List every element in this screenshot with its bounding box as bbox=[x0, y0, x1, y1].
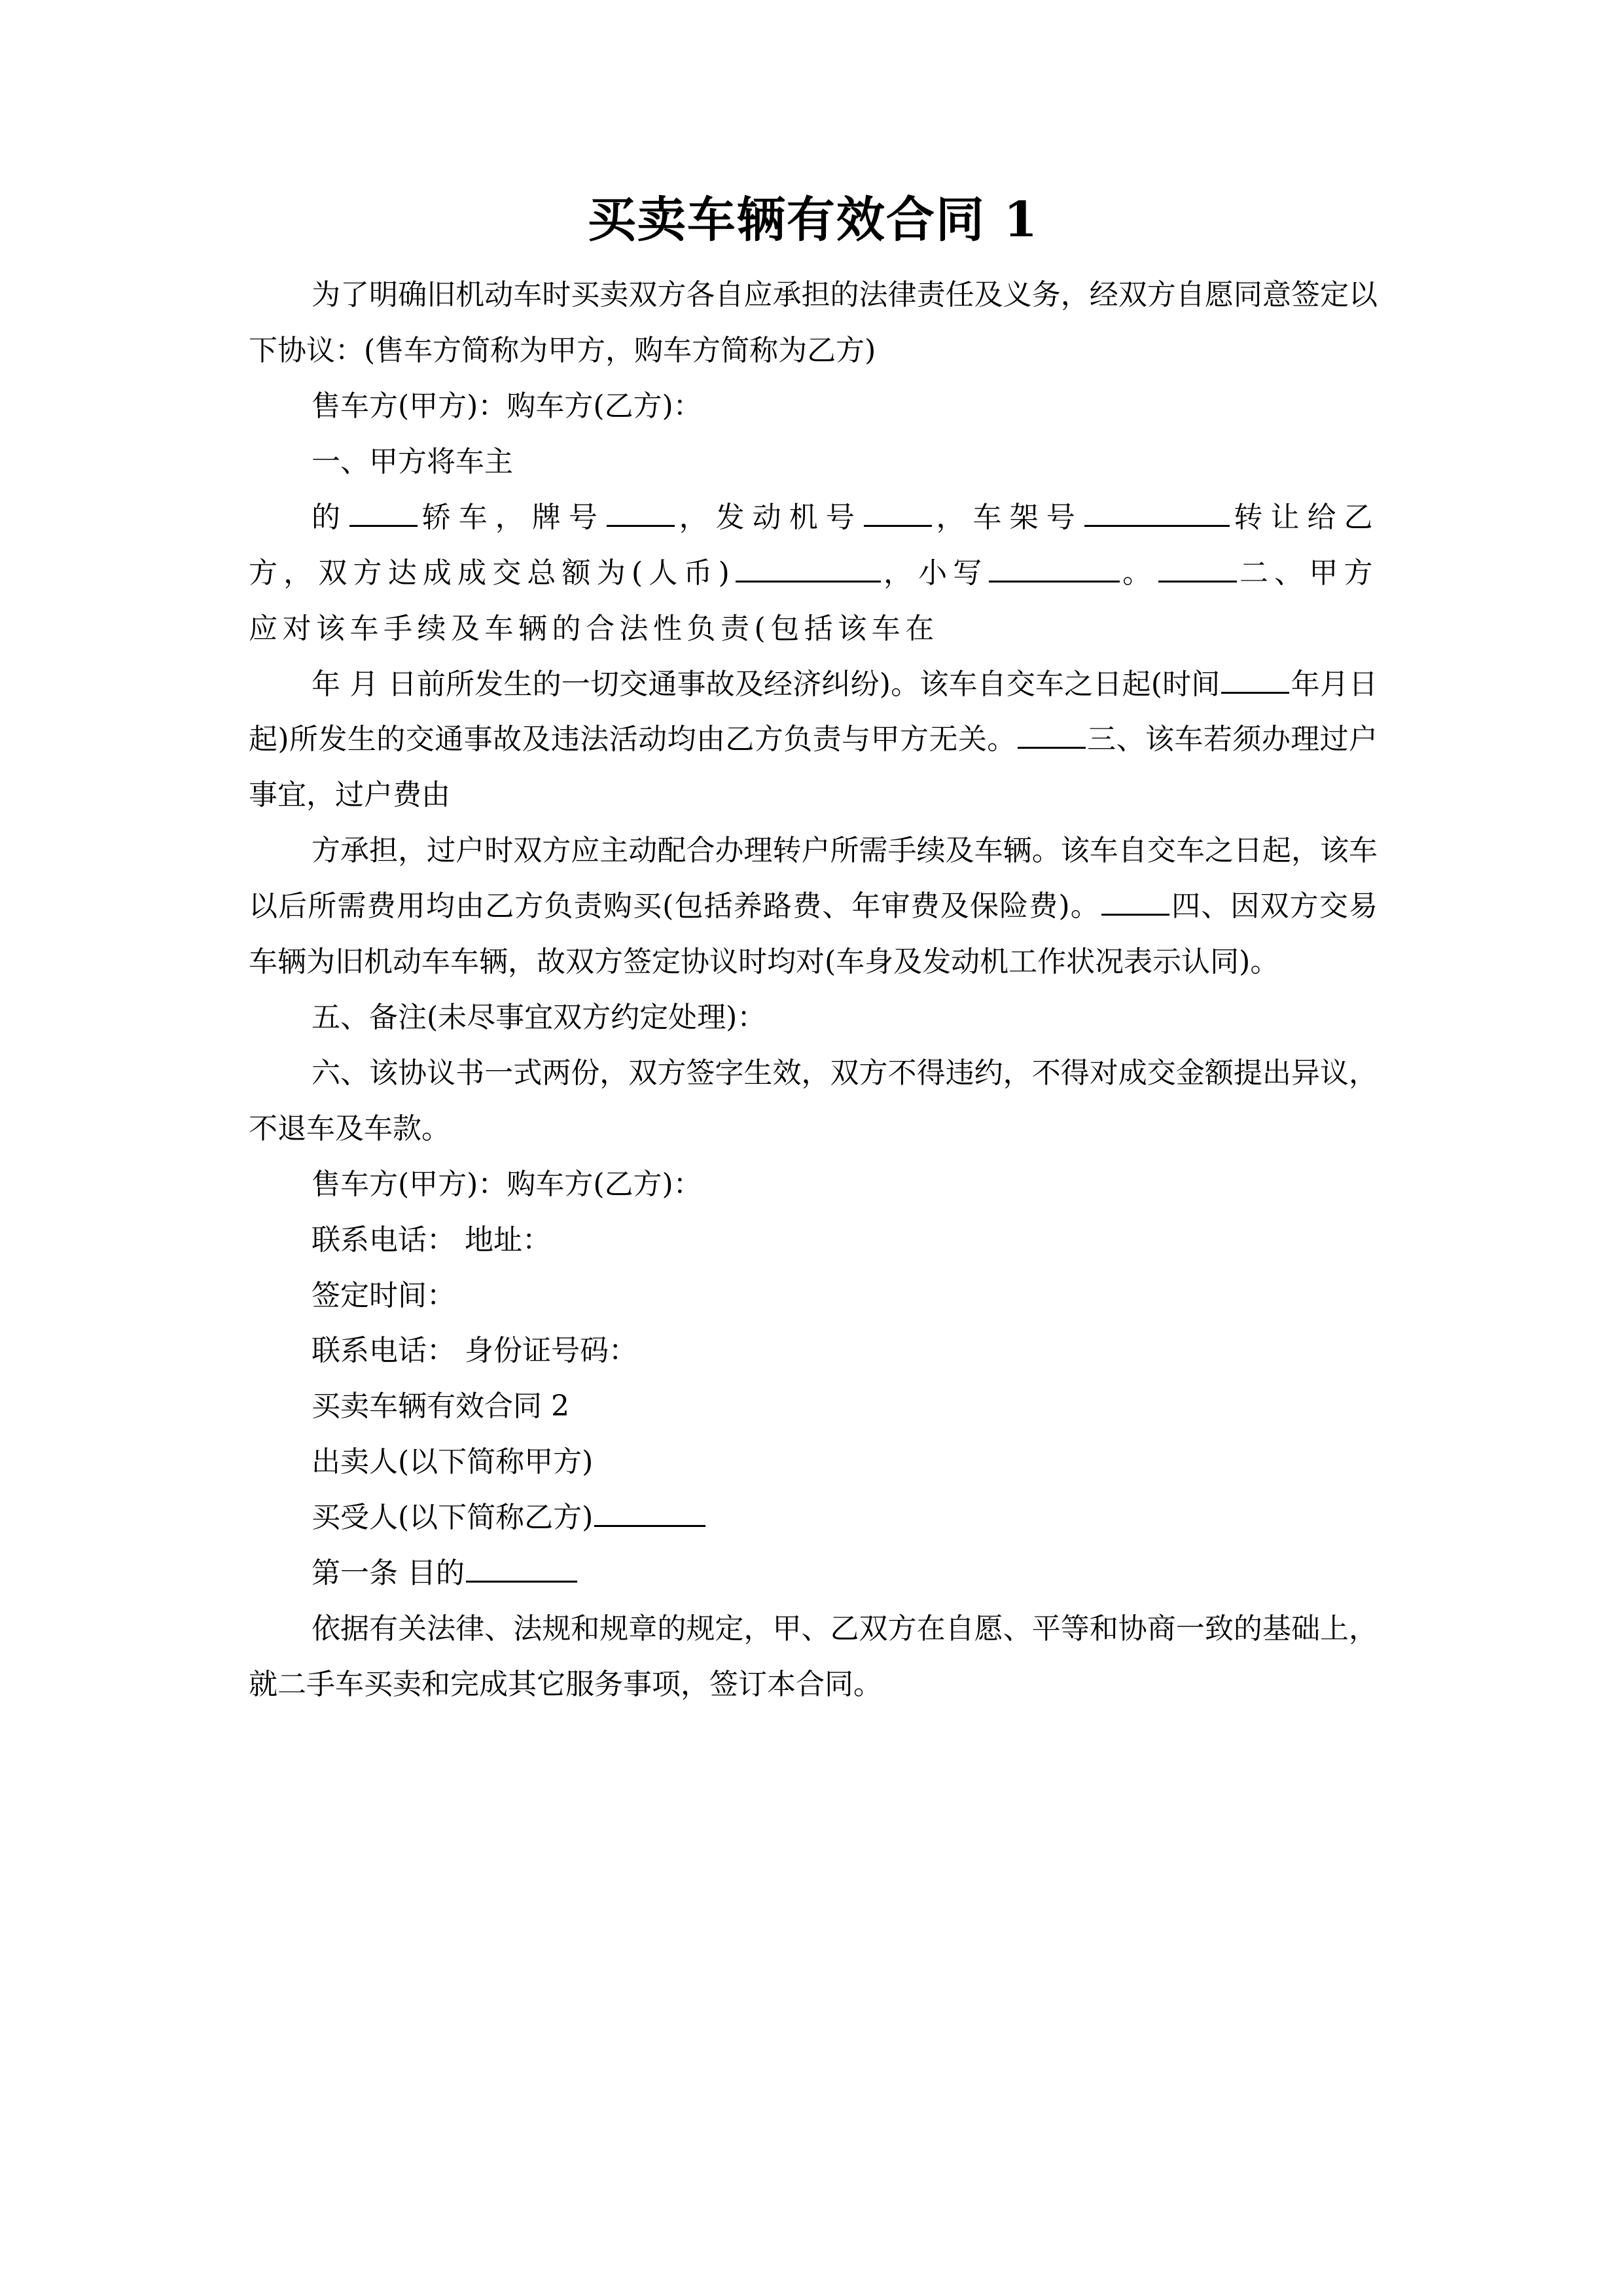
blank-amount-figures[interactable] bbox=[1158, 554, 1237, 582]
paragraph-contact-address-text: 签定时间： bbox=[312, 1278, 455, 1312]
paragraph-parties-line-2-text: 联系电话： 地址： bbox=[312, 1223, 551, 1257]
blank-plate-number[interactable] bbox=[864, 498, 932, 526]
paragraph-signing-time bbox=[249, 1323, 1378, 1379]
article-1-sedan-plate: ，发动机号 bbox=[676, 500, 863, 534]
paragraph-parties-line-1-text: 一、甲方将车主 bbox=[312, 444, 513, 478]
paragraph-buyer-text: 第一条 目的 bbox=[312, 1556, 465, 1590]
blank-article-2-date-1[interactable] bbox=[1221, 665, 1289, 693]
section-heading-contract-2 bbox=[249, 1435, 1378, 1490]
paragraph-contact-id-text: 买卖车辆有效合同 2 bbox=[312, 1390, 569, 1424]
article-1-lead: 的 bbox=[312, 500, 349, 534]
paragraph-contact-address bbox=[249, 1268, 1378, 1324]
paragraph-parties-line-1 bbox=[249, 435, 1378, 490]
clause-1-title bbox=[249, 1602, 1378, 1713]
blank-buyer-name[interactable] bbox=[466, 1554, 577, 1583]
paragraph-article-4 bbox=[249, 990, 1378, 1046]
blank-engine-number[interactable] bbox=[1084, 498, 1230, 526]
section-heading-contract-1 bbox=[249, 268, 1378, 379]
blank-amount-words[interactable] bbox=[989, 554, 1120, 582]
paragraph-signing-time-text: 联系电话： 身份证号码： bbox=[312, 1334, 637, 1368]
paragraph-seller bbox=[249, 1490, 1378, 1546]
blank-car-model[interactable] bbox=[607, 498, 675, 526]
article-3-lead: 方承担，过户时双方应主动配合办理转户所需手续及车辆。该车自交车之日起，该车以后所需费用均由乙方负责购买(包括养路费、年审费及保险费)。 bbox=[249, 834, 1378, 924]
blank-car-owner[interactable] bbox=[349, 498, 418, 526]
article-2-lead: 年 月 日前所发生的一切交通事故及经济纠纷)。该车自交车之日起(时间 bbox=[312, 667, 1221, 701]
article-1-of: 轿车，牌号 bbox=[419, 500, 605, 534]
article-1-end: 二、甲方应对该车手续及车辆的合法性负责(包括该车在 bbox=[249, 556, 1378, 645]
blank-frame-number[interactable] bbox=[736, 554, 881, 582]
blank-transfer-fee-payer[interactable] bbox=[1101, 888, 1169, 916]
article-4-text: 五、备注(未尽事宜双方约定处理)： bbox=[312, 1001, 766, 1035]
paragraph-buyer bbox=[249, 1546, 1378, 1602]
section-heading-contract-2-text: 出卖人(以下简称甲方) bbox=[312, 1445, 594, 1479]
paragraph-article-1 bbox=[249, 490, 1378, 657]
paragraph-intro-text: 售车方(甲方)：购车方(乙方)： bbox=[312, 389, 702, 423]
blank-seller-name[interactable] bbox=[594, 1499, 705, 1527]
paragraph-article-6 bbox=[249, 1157, 1378, 1213]
document-content bbox=[249, 190, 1378, 1713]
article-3-end: 四、因双方交易车辆为旧机动车车辆，故双方签定协议时均对(车身及发动机工作状况表示认同)。 bbox=[249, 889, 1378, 979]
paragraph-seller-text: 买受人(以下简称乙方) bbox=[312, 1501, 594, 1535]
clause-1-title-text: 依据有关法律、法规和规章的规定，甲、乙双方在自愿、平等和协商一致的基础上，就二手车买卖和完成其它服务事项，签订本合同。 bbox=[249, 1611, 1378, 1701]
article-1-frame-no: 转让给乙方，双方达成成交总额为(人币) bbox=[249, 500, 1378, 590]
paragraph-article-5 bbox=[249, 1046, 1378, 1157]
article-5-text: 六、该协议书一式两份，双方签字生效，双方不得违约，不得对成交金额提出异议，不退车及车款。 bbox=[249, 1056, 1378, 1145]
paragraph-article-3 bbox=[249, 823, 1378, 990]
page-title: 买卖车辆有效合同 1 bbox=[587, 192, 1039, 248]
article-1-transfer: ，小写 bbox=[882, 556, 988, 590]
article-2-end: 三、该车若须办理过户事宜，过户费由 bbox=[249, 723, 1378, 812]
article-1-small-amount: 。 bbox=[1121, 556, 1158, 590]
article-1-engine-no: ，车架号 bbox=[933, 500, 1083, 534]
paragraph-parties-line-2 bbox=[249, 1213, 1378, 1268]
paragraph-article-2 bbox=[249, 657, 1378, 824]
paragraph-intro bbox=[249, 379, 1378, 435]
blank-article-2-date-2[interactable] bbox=[1018, 721, 1086, 749]
article-6-text: 售车方(甲方)：购车方(乙方)： bbox=[312, 1167, 702, 1201]
section-heading-contract-1-text: 为了明确旧机动车时买卖双方各自应承担的法律责任及义务，经双方自愿同意签定以下协议：(售车方简称为甲方，购车方简称为乙方) bbox=[249, 278, 1378, 368]
article-2-mid: 年月日起)所发生的交通事故及违法活动均由乙方负责与甲方无关。 bbox=[249, 667, 1378, 757]
paragraph-contact-id bbox=[249, 1379, 1378, 1435]
